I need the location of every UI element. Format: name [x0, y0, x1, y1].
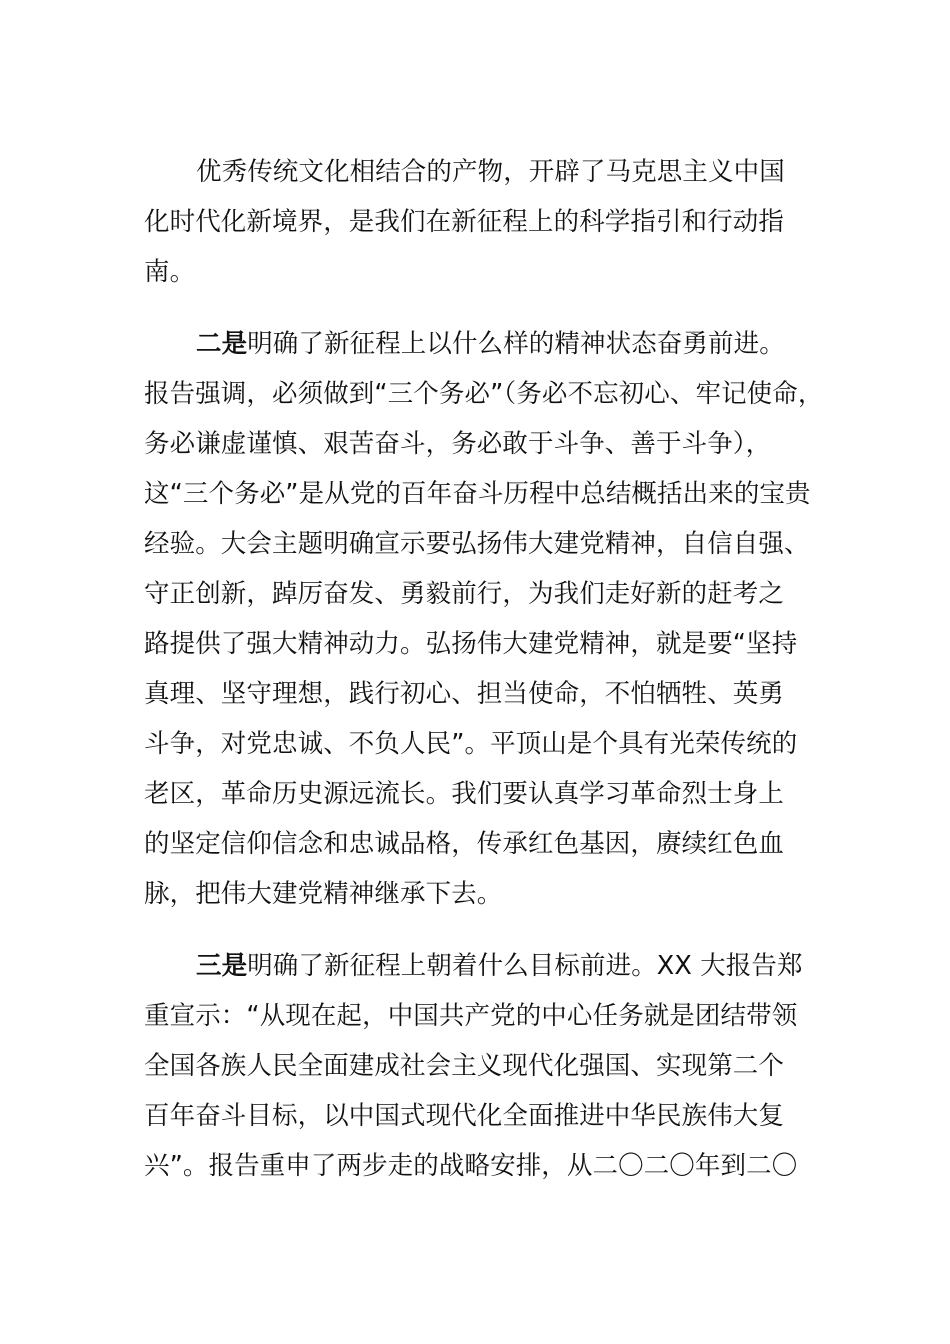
text-line: 优秀传统文化相结合的产物，开辟了马克思主义中国: [196, 157, 785, 187]
document-page: [144, 147, 834, 1213]
paragraph-1: [144, 147, 834, 297]
text-line: 真理、坚守理想，践行初心、担当使命，不怕牺牲、英勇: [144, 679, 785, 709]
text-line: 经验。大会主题明确宣示要弘扬伟大建党精神，自信自强、: [144, 529, 810, 559]
text-segment: 明确了新征程上朝着什么目标前进。XX 大报告郑: [247, 951, 803, 981]
text-line: 南。: [144, 257, 196, 287]
text-line: 守正创新，踔厉奋发、勇毅前行，为我们走好新的赶考之: [144, 579, 785, 609]
text-line: 脉，把伟大建党精神继承下去。: [144, 879, 503, 909]
text-segment: 明确了新征程上以什么样的精神状态奋勇前进。: [247, 329, 785, 359]
text-line: 报告强调，必须做到“三个务必”（务必不忘初心、牢记使命，: [144, 379, 824, 409]
text-line: 兴”。报告重申了两步走的战略安排，从二〇二〇年到二〇: [144, 1151, 798, 1181]
text-line: [144, 941, 834, 991]
text-line: 这“三个务必”是从党的百年奋斗历程中总结概括出来的宝贵: [144, 479, 811, 509]
paragraph-3: [144, 941, 834, 1191]
text-line: 斗争，对党忠诚、不负人民”。平顶山是个具有光荣传统的: [144, 729, 798, 759]
text-line: 化时代化新境界，是我们在新征程上的科学指引和行动指: [144, 207, 785, 237]
text-line: [144, 319, 834, 369]
paragraph-lead: 三是: [196, 951, 248, 981]
paragraph-2: [144, 319, 834, 919]
text-line: 全国各族人民全面建成社会主义现代化强国、实现第二个: [144, 1051, 785, 1081]
text-line: 老区，革命历史源远流长。我们要认真学习革命烈士身上: [144, 779, 785, 809]
text-line: 路提供了强大精神动力。弘扬伟大建党精神，就是要“坚持: [144, 629, 798, 659]
text-line: 百年奋斗目标，以中国式现代化全面推进中华民族伟大复: [144, 1101, 785, 1131]
paragraph-lead: 二是: [196, 329, 248, 359]
text-line: 务必谦虚谨慎、艰苦奋斗，务必敢于斗争、善于斗争），: [144, 429, 772, 459]
text-line: 的坚定信仰信念和忠诚品格，传承红色基因，赓续红色血: [144, 829, 785, 859]
text-line: 重宣示：“从现在起，中国共产党的中心任务就是团结带领: [144, 1001, 798, 1031]
